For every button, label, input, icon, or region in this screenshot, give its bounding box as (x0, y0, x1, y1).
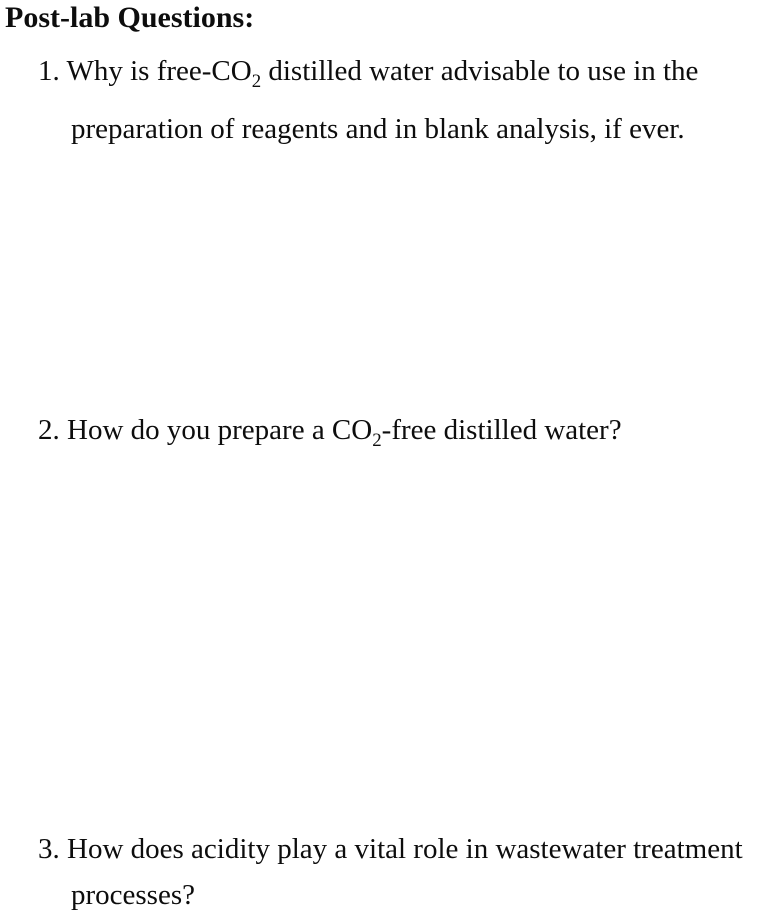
question-text: 1. Why is free-CO (38, 55, 252, 87)
question-text: preparation of reagents and in blank analysis, if ever. (71, 113, 685, 145)
question-line (38, 401, 622, 459)
question-line (38, 42, 698, 100)
question-line (38, 826, 743, 872)
question-text: -free distilled water? (381, 414, 622, 446)
question-text: processes? (71, 879, 196, 911)
question-1 (38, 42, 698, 158)
question-text: distilled water advisable to use in the (261, 55, 699, 87)
question-line (71, 872, 743, 918)
question-line (71, 100, 698, 158)
subscript-text: 2 (251, 70, 262, 92)
question-text: 3. How does acidity play a vital role in wastewater treatment (38, 833, 743, 865)
question-3 (38, 826, 743, 918)
subscript-text: 2 (372, 429, 382, 451)
page-title: Post-lab Questions: (5, 1, 255, 34)
question-2 (38, 401, 622, 459)
question-text: 2. How do you prepare a CO (38, 414, 373, 446)
